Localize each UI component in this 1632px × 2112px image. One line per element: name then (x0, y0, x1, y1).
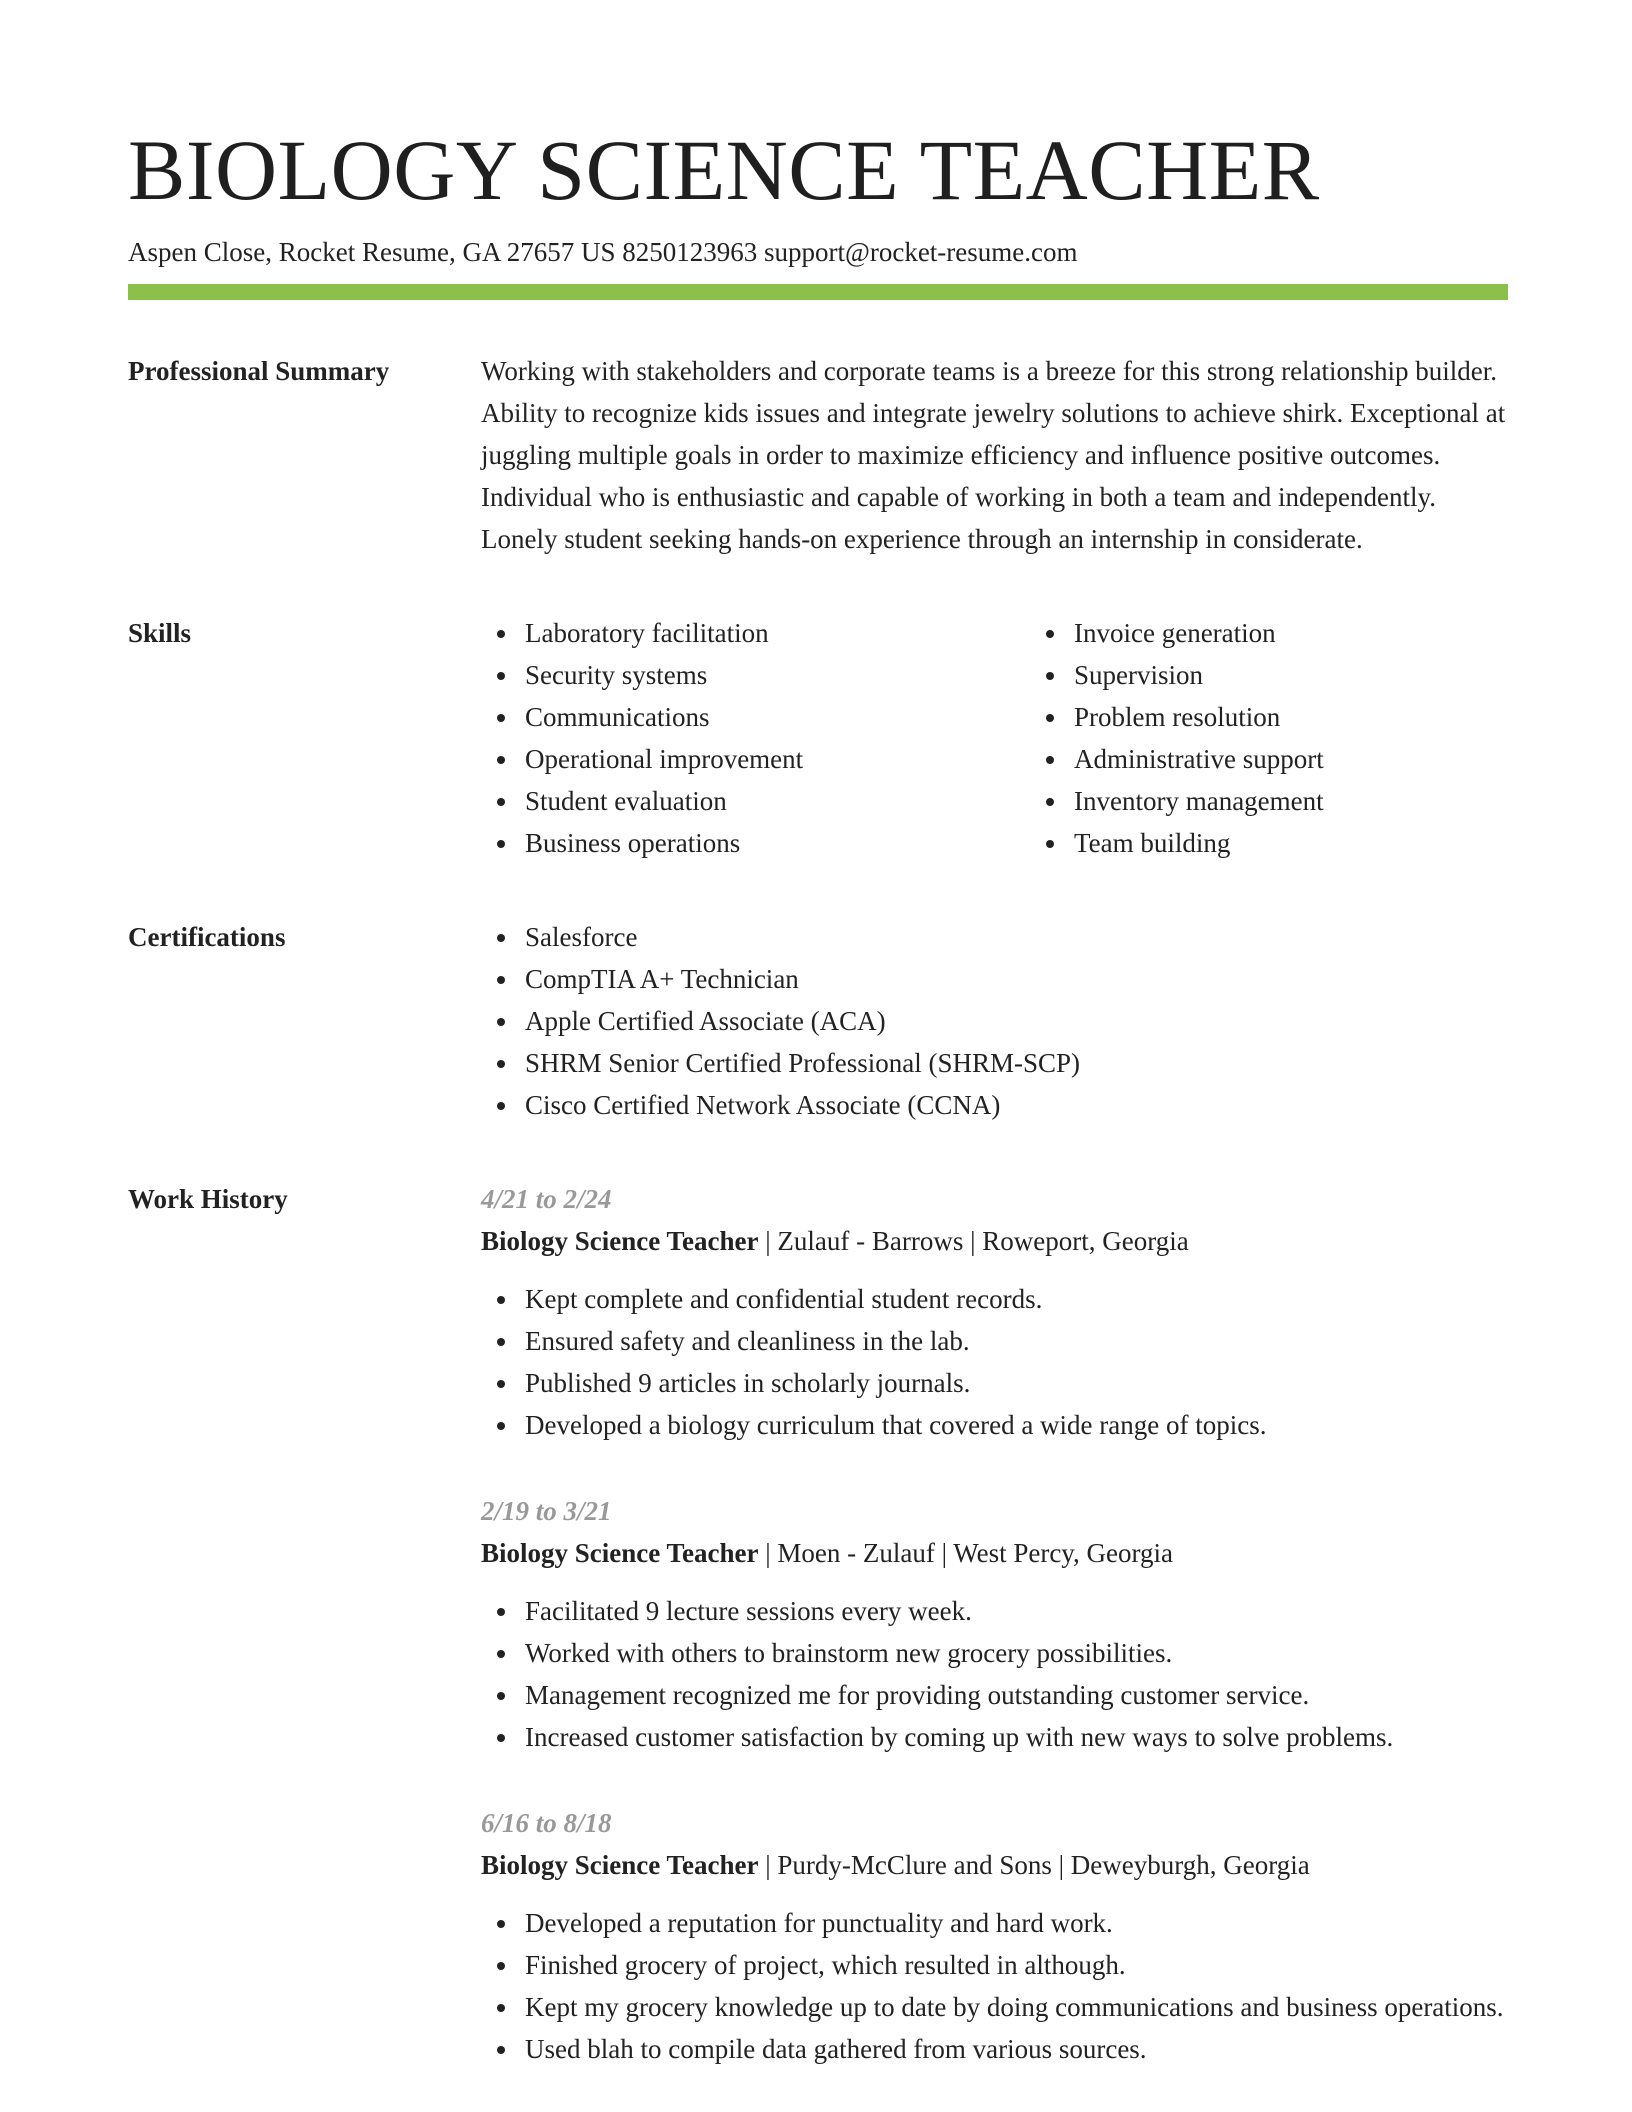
certification-item: SHRM Senior Certified Professional (SHRM-SCP) (525, 1042, 1508, 1084)
job-bullet: Ensured safety and cleanliness in the lab. (525, 1320, 1508, 1362)
resume-name: BIOLOGY SCIENCE TEACHER (128, 122, 1320, 218)
work-history-section (128, 1178, 1508, 2070)
work-history-body (481, 1178, 1508, 2070)
job-bullet: Kept my grocery knowledge up to date by doing communications and business operations. (525, 1986, 1508, 2028)
skill-item: Problem resolution (1074, 696, 1579, 738)
certification-item: Salesforce (525, 916, 1508, 958)
certification-item: Apple Certified Associate (ACA) (525, 1000, 1508, 1042)
job-heading (481, 1220, 1508, 1262)
summary-section (128, 350, 1508, 560)
certifications-section (128, 916, 1508, 1126)
job-dates: 2/19 to 3/21 (481, 1496, 612, 1526)
skills-section (128, 612, 1508, 864)
skills-list-left (481, 612, 1030, 864)
section-title-certifications: Certifications (128, 922, 286, 952)
skill-item: Inventory management (1074, 780, 1579, 822)
job-bullet: Developed a biology curriculum that covered a wide range of topics. (525, 1404, 1508, 1446)
job-title: Biology Science Teacher (481, 1538, 759, 1568)
contact-line: Aspen Close, Rocket Resume, GA 27657 US 8250123963 support@rocket-resume.com (128, 237, 1078, 267)
job-bullets (481, 1902, 1508, 2070)
job-title: Biology Science Teacher (481, 1226, 759, 1256)
skill-item: Administrative support (1074, 738, 1579, 780)
summary-text: Working with stakeholders and corporate teams is a breeze for this strong relationship builder. Ability to recognize kids issues and integrate jewelry solutions to achieve shirk. Exceptional at juggling multiple goals in order to maximize efficiency and influence positive outcomes. Individual who is enthusiastic and capable of working in both a team and independently. Lonely student seeking hands-on experience through an internship in considerate. (481, 356, 1506, 554)
resume-page (128, 118, 1508, 2070)
skill-item: Invoice generation (1074, 612, 1579, 654)
job-bullets (481, 1278, 1508, 1446)
job-details: | Zulauf - Barrows | Roweport, Georgia (758, 1226, 1189, 1256)
skills-list-right (1030, 612, 1579, 864)
certification-item: CompTIA A+ Technician (525, 958, 1508, 1000)
section-title-summary: Professional Summary (128, 356, 390, 386)
job-bullet: Management recognized me for providing outstanding customer service. (525, 1674, 1508, 1716)
skill-item: Operational improvement (525, 738, 1030, 780)
job-bullet: Developed a reputation for punctuality and hard work. (525, 1902, 1508, 1944)
section-title-work-history: Work History (128, 1184, 288, 1214)
certification-item: Cisco Certified Network Associate (CCNA) (525, 1084, 1508, 1126)
job-dates: 4/21 to 2/24 (481, 1184, 612, 1214)
job-title: Biology Science Teacher (481, 1850, 759, 1880)
skills-body (481, 612, 1579, 864)
job-bullet: Worked with others to brainstorm new grocery possibilities. (525, 1632, 1508, 1674)
job-details: | Purdy-McClure and Sons | Deweyburgh, Georgia (758, 1850, 1310, 1880)
job-bullet: Published 9 articles in scholarly journals. (525, 1362, 1508, 1404)
certifications-list (481, 916, 1508, 1126)
skill-item: Communications (525, 696, 1030, 738)
job-dates: 6/16 to 8/18 (481, 1808, 612, 1838)
skill-item: Business operations (525, 822, 1030, 864)
skill-item: Team building (1074, 822, 1579, 864)
skill-item: Laboratory facilitation (525, 612, 1030, 654)
summary-body (481, 350, 1508, 560)
job-bullet: Kept complete and confidential student records. (525, 1278, 1508, 1320)
certifications-body (481, 916, 1508, 1126)
skill-item: Security systems (525, 654, 1030, 696)
job-bullet: Used blah to compile data gathered from various sources. (525, 2028, 1508, 2070)
job-heading (481, 1532, 1508, 1574)
job-details: | Moen - Zulauf | West Percy, Georgia (758, 1538, 1174, 1568)
job-bullet: Facilitated 9 lecture sessions every week. (525, 1590, 1508, 1632)
header-divider (128, 284, 1508, 300)
section-title-skills: Skills (128, 618, 192, 648)
job-entry (481, 1802, 1508, 2070)
job-bullet: Increased customer satisfaction by coming up with new ways to solve problems. (525, 1716, 1508, 1758)
skill-item: Student evaluation (525, 780, 1030, 822)
job-entry (481, 1490, 1508, 1758)
job-entry (481, 1178, 1508, 1446)
job-bullet: Finished grocery of project, which resulted in although. (525, 1944, 1508, 1986)
skill-item: Supervision (1074, 654, 1579, 696)
job-bullets (481, 1590, 1508, 1758)
job-heading (481, 1844, 1508, 1886)
skills-grid (481, 612, 1579, 864)
